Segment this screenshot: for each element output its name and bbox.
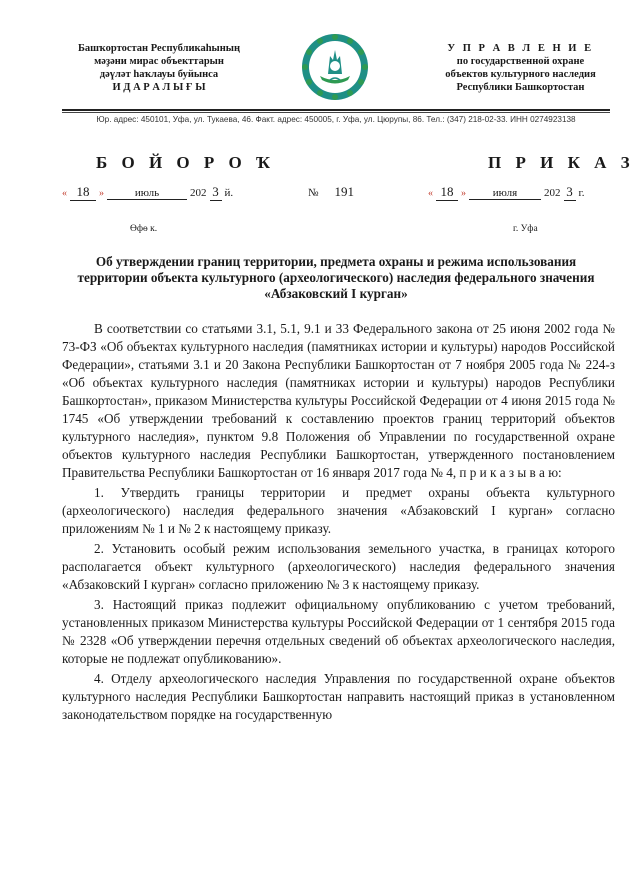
header-rule (62, 112, 610, 113)
place-russian: г. Уфа (513, 224, 538, 234)
header-right-line: У П Р А В Л Е Н И Е (447, 43, 594, 54)
order-number-value: 191 (334, 184, 354, 199)
document-title: Об утверждении границ территории, предмета охраны и режима использования территории объекта культурного (археологического) наследия федерального значения «Абзаковский I курган» (77, 254, 595, 301)
date-russian: « 18 » июля 202 3 г. (428, 184, 585, 199)
place-bashkir: Өфө к. (130, 224, 158, 234)
date-month: июль (107, 187, 187, 200)
header-left-line: Башҡортостан Республикаһының (77, 43, 241, 54)
date-day: 18 (436, 184, 458, 201)
paragraph: 2. Установить особый режим использования земельного участка, в границах которого располагается объект культурного (археологического) наследия федерального значения «Абзаковский I курган» согласно приложению № 3 к настоящему приказу. (62, 541, 615, 592)
paragraph: В соответствии со статьями 3.1, 5.1, 9.1 и 33 Федерального закона от 25 июня 2002 года № 73-ФЗ «Об объектах культурного наследия (памятниках истории и культуры) народов Российской Федерации», статьями 3.1 и 20 Закона Республики Башкортостан от 7 ноября 2005 года № 224-з «Об объектах культурного наследия (памятниках истории и культуры) народов Республики Башкортостан», приказом Министерства культуры Российской Федерации от 4 июня 2015 года № 1745 «Об утверждении требований к составлению проектов границ территорий объектов культурного наследия», пунктом 9.8 Положения об Управлении по государственной охране объектов культурного наследия Республики Башкортостан, утвержденного постановлением Правительства Республики Башкортостан от 16 января 2017 года № 4, п р и к а з ы в а ю: (62, 321, 615, 480)
header-left-line: И Д А Р А Л Ы Ғ Ы (112, 82, 206, 93)
header-left-org (54, 42, 264, 94)
header-left-line: дәүләт һаҡлауы буйынса (99, 69, 219, 80)
date-bashkir: « 18 » июль 202 3 й. (62, 184, 234, 199)
date-year: 3 (564, 184, 576, 201)
document-body (62, 320, 615, 726)
paragraph: 4. Отделу археологического наследия Управления по государственной охране объектов культурного наследия Республики Башкортостан направить настоящий приказ в установленном законодательством порядке на государственную (62, 671, 615, 722)
header-right-line: по государственной охране (456, 56, 585, 67)
order-number: № 191 (308, 184, 354, 199)
title-prikaz: П Р И К А З (488, 153, 635, 172)
header-right-line: Республики Башкортостан (456, 82, 585, 93)
date-day: 18 (70, 184, 96, 201)
header-right-org (418, 42, 623, 94)
title-boyorok: Б О Й О Р О Ҡ (96, 153, 276, 172)
paragraph: 1. Утвердить границы территории и предмет охраны объекта культурного (археологического) наследия федерального значения «Абзаковский I курган» согласно приложениям № 1 и № 2 к настоящему приказу. (62, 485, 615, 536)
paragraph: 3. Настоящий приказ подлежит официальному опубликованию с учетом требований, установленных приказом Министерства культуры Российской Федерации от 1 сентября 2015 года № 2328 «Об утверждении перечня отдельных сведений об объектах археологического наследия, которые не подлежат опубликованию». (62, 597, 615, 666)
header-address: Юр. адрес: 450101, Уфа, ул. Тукаева, 46. Факт. адрес: 450005, г. Уфа, ул. Цюрупы, 86. Тел.: (347) 218-02-33. ИНН 0274923138 (96, 115, 576, 124)
date-month: июля (469, 187, 541, 200)
date-year: 3 (210, 184, 222, 201)
header-rule (62, 109, 610, 111)
header-right-line: объектов культурного наследия (445, 69, 596, 80)
header-left-line: мәҙәни мирас объекттарын (94, 56, 224, 67)
bashkortostan-emblem-icon (300, 32, 370, 102)
